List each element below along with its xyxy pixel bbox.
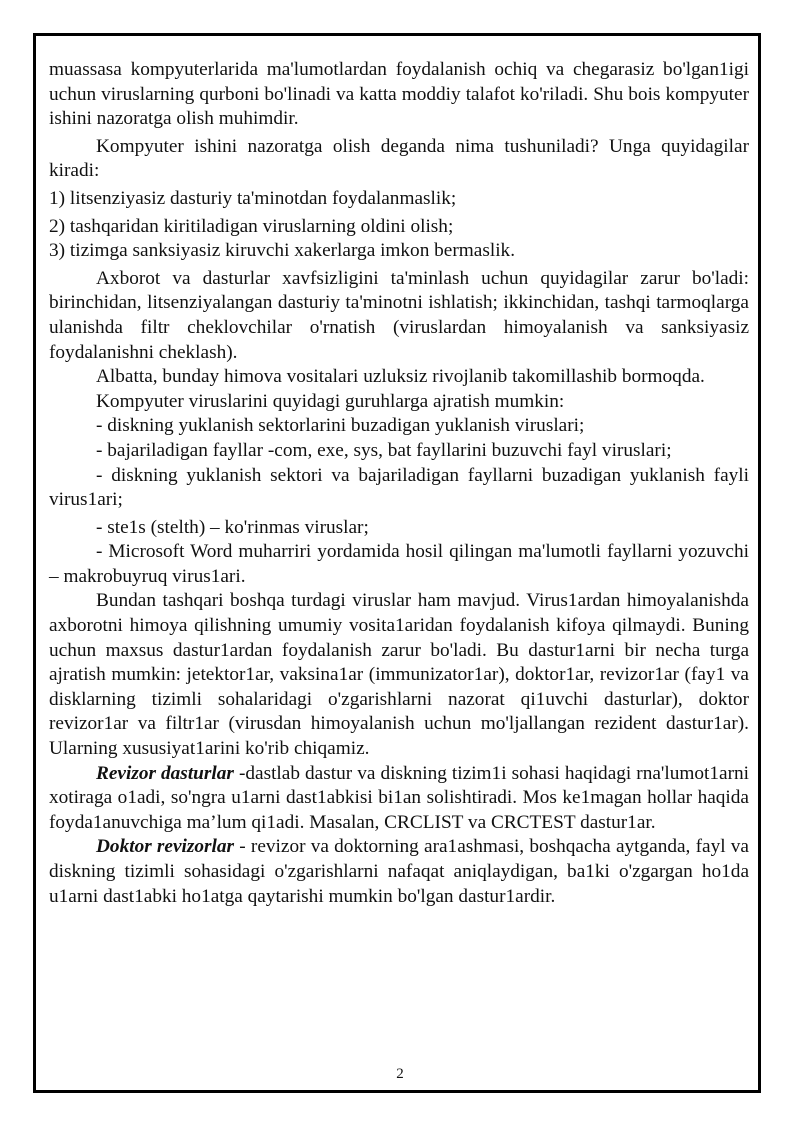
list-item: - Microsoft Word muharriri yordamida hosil qilingan ma'lumotli fayllarni yozuvchi – makrobuyruq virus1ari. xyxy=(49,541,749,587)
definition-text: - revizor va doktorning ara1ashmasi, boshqacha aytganda, fayl va diskning tizimli sohasidagi o'zgarishlarni nafaqat aniqlaydigan, ba1ki o'zgargan ho1da u1arni dast1abki ho1atga qaytarishi mumkin bo'lgan dastur1ardir. xyxy=(49,836,749,907)
list-item: - ste1s (stelth) – ko'rinmas viruslar; xyxy=(96,516,369,538)
list-item: 2) tashqaridan kiritiladigan viruslarning oldini olish; xyxy=(49,215,454,237)
paragraph: Bundan tashqari boshqa turdagi viruslar ham mavjud. Virus1ardan himoyalanishda axborotni himoya qilishning umumiy vosita1aridan foydalanish kifoya qilmaydi. Buning uchun maxsus dastur1ardan foydalanish zarur bo'ladi. Bu dastur1arni bir necha turga ajratish mumkin: jetektor1ar, vaksina1ar (immunizator1ar), doktor1ar, revizor1ar (fay1 va disklarning tizimli sohalaridagi o'zgarishlarni nazorat qi1uvchi dasturlar), doktor revizor1ar va filtr1ar (virusdan himoyalanish uchun mo'ljallangan rezident dastur1ar). Ularning xususiyat1arini ko'rib chiqamiz. xyxy=(49,590,749,760)
definition-term: Revizor dasturlar xyxy=(96,762,234,784)
list-item: 3) tizimga sanksiyasiz kiruvchi xakerlarga imkon bermaslik. xyxy=(49,240,516,262)
document-body xyxy=(49,58,749,909)
definition-term: Doktor revizorlar xyxy=(96,836,235,858)
list-item: - diskning yuklanish sektorlarini buzadigan yuklanish viruslari; xyxy=(96,415,585,437)
paragraph: Axborot va dasturlar xavfsizligini ta'minlash uchun quyidagilar zarur bo'ladi: birinchidan, litsenziyalangan dasturiy ta'minotni ishlatish; ikkinchidan, tashqi tarmoqlarga ulanishda filtr cheklovchilar o'rnatish (viruslardan himoyalanish va sanksiyasiz foydalanishni cheklash). xyxy=(49,267,749,363)
paragraph: muassasa kompyuterlarida ma'lumotlardan foydalanish ochiq va chegarasiz bo'lgan1igi uchun viruslarning qurboni bo'linadi va katta moddiy talafot ko'riladi. Shu bois kompyuter ishini nazoratga olish muhimdir. xyxy=(49,59,749,130)
list-item: 1) litsenziyasiz dasturiy ta'minotdan foydalanmaslik; xyxy=(49,187,457,209)
page-number: 2 xyxy=(396,1066,404,1082)
definition-text: -dastlab dastur va diskning tizim1i sohasi haqidagi rna'lumot1arni xotiraga o1adi, so'ngra u1arni dast1abkisi bi1an solishtiradi. Mos ke1magan hollar haqida foyda1anuvchiga ma’lum qi1adi. Masalan, CRCLIST va CRCTEST dastur1ar. xyxy=(49,762,749,833)
paragraph: Kompyuter viruslarini quyidagi guruhlarga ajratish mumkin: xyxy=(96,390,565,412)
list-item: - bajariladigan fayllar -com, exe, sys, bat fayllarini buzuvchi fayl viruslari; xyxy=(96,439,672,461)
paragraph: Kompyuter ishini nazoratga olish deganda nima tushuniladi? Unga quyidagilar kiradi: xyxy=(49,135,749,182)
definition-doktor-revizor xyxy=(49,835,749,909)
definition-revizor xyxy=(49,762,749,836)
list-item: - diskning yuklanish sektori va bajariladigan fayllarni buzadigan yuklanish fayli virus1ari; xyxy=(49,464,749,511)
paragraph: Albatta, bunday himova vositalari uzluksiz rivojlanib takomillashib bormoqda. xyxy=(96,366,705,388)
